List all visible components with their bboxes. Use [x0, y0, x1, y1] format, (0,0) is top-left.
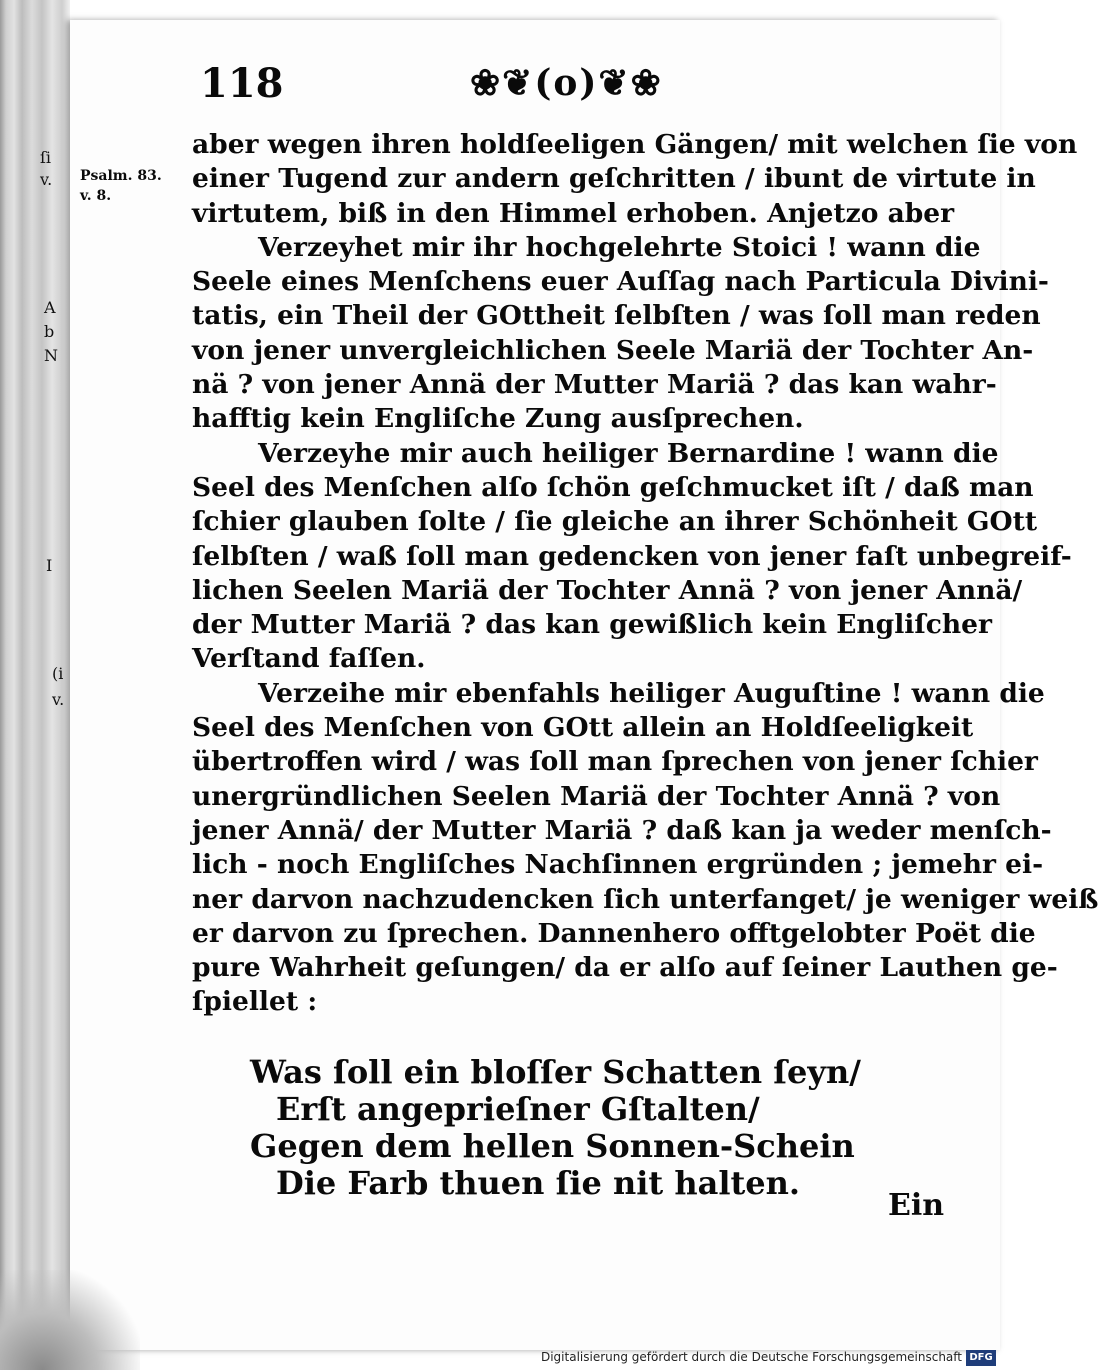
margin-note-line: v. 8.	[80, 188, 112, 204]
verse-block	[250, 1054, 950, 1202]
text-line: Verzeyhe mir auch heiliger Bernardine ! wann die	[258, 437, 999, 469]
text-line: aber wegen ihren holdſeeligen Gängen/ mit welchen ſie von	[192, 129, 1078, 160]
text-line: ſelbſten / waß ſoll man gedencken von jener faſt unbegreif-	[192, 540, 1072, 572]
text-line: Seel des Menſchen alſo ſchön geſchmucket iſt / daß man	[192, 471, 1034, 503]
text-line: Seele eines Menſchens euer Auſſag nach Particula Divini-	[192, 266, 1049, 298]
text-line: er darvon zu ſprechen. Dannenhero offtgelobter Poët die	[192, 917, 1036, 949]
text-line: Verſtand faſſen.	[192, 643, 426, 675]
printed-page	[70, 20, 1098, 1350]
text-line: Verzeyhet mir ihr hochgelehrte Stoici ! wann die	[258, 231, 981, 263]
thumb-shadow	[0, 1270, 140, 1370]
text-line: nä ? von jener Annä der Mutter Mariä ? das kan wahr-	[192, 369, 997, 401]
verse-line: Was ſoll ein bloſſer Schatten ſeyn/	[250, 1053, 861, 1091]
edge-mark: v.	[40, 170, 53, 189]
verse-line: Die Farb thuen ſie nit halten.	[276, 1164, 801, 1202]
verse-line: Gegen dem hellen Sonnen-Schein	[250, 1127, 855, 1165]
text-line: der Mutter Mariä ? das kan gewißlich kein Engliſcher	[192, 609, 992, 641]
page-number: 118	[200, 60, 284, 107]
text-line: lichen Seelen Mariä der Tochter Annä ? von jener Annä/	[192, 574, 1023, 606]
edge-mark: A	[44, 298, 56, 317]
text-line: Seel des Menſchen von GOtt allein an Holdſeeligkeit	[192, 712, 974, 744]
text-line: Verzeihe mir ebenfahls heiliger Auguſtine ! wann die	[258, 677, 1045, 709]
edge-mark: v.	[52, 690, 65, 709]
page-header	[200, 60, 760, 120]
text-line: tatis, ein Theil der GOttheit ſelbſten / was ſoll man reden	[192, 300, 1041, 332]
text-line: ner darvon nachzudencken ſich unterfanget/ je weniger weiß	[192, 883, 1098, 915]
text-line: lich - noch Engliſches Nachſinnen ergründen ; jemehr ei-	[192, 849, 1044, 881]
edge-mark: ſi	[40, 148, 52, 167]
edge-mark: N	[44, 346, 58, 365]
text-line: von jener unvergleichlichen Seele Mariä der Tochter An-	[192, 334, 1034, 366]
margin-note	[80, 166, 190, 206]
margin-note-line: Psalm. 83.	[80, 168, 162, 184]
text-line: unergründlichen Seelen Mariä der Tochter Annä ? von	[192, 780, 1001, 812]
dfg-logo: DFG	[966, 1350, 996, 1366]
text-line: ſchier glauben ſolte / ſie gleiche an ihrer Schönheit GOtt	[192, 506, 1038, 538]
text-line: jener Annä/ der Mutter Mariä ? daß kan ja weder menſch-	[192, 814, 1052, 846]
text-line: hafftig kein Engliſche Zung ausſprechen.	[192, 403, 804, 435]
verse-line: Erſt angeprieſner Gſtalten/	[276, 1090, 760, 1128]
book-edge	[0, 0, 70, 1370]
catchword: Ein	[888, 1188, 945, 1223]
text-line: ſpiellet :	[192, 986, 318, 1018]
edge-mark: I	[46, 556, 53, 575]
edge-mark: (i	[52, 664, 64, 683]
text-line: virtutem, biß in den Himmel erhoben. Anjetzo aber	[192, 197, 955, 229]
text-line: pure Wahrheit geſungen/ da er alſo auf ſeiner Lauthen ge-	[192, 952, 1058, 984]
header-ornament: ❀❦(o)❦❀	[470, 62, 663, 104]
text-line: übertroffen wird / was ſoll man ſprechen von jener ſchier	[192, 746, 1038, 778]
text-line: einer Tugend zur andern geſchritten / ibunt de virtute in	[192, 163, 1036, 195]
edge-mark: b	[44, 322, 55, 341]
body-text	[192, 128, 1098, 1020]
digitization-credit: Digitalisierung gefördert durch die Deutsche Forschungsgemeinschaft	[540, 1350, 962, 1364]
